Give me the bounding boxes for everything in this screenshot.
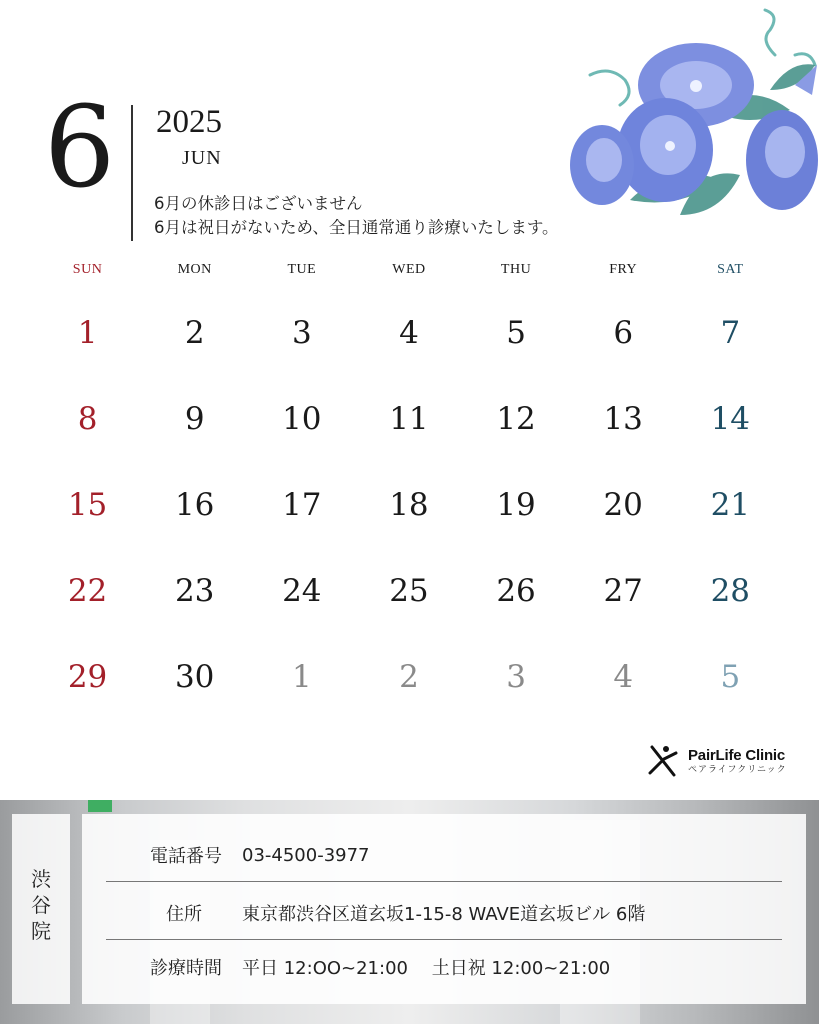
year: 2025 [156,104,222,140]
calendar-day: 27 [603,573,643,609]
calendar-grid [34,290,784,720]
hours-row [82,938,806,996]
calendar-day: 20 [603,487,643,523]
weekday-sun: SUN [72,262,103,277]
weekday-mon: MON [177,262,212,277]
calendar-day-next-month: 5 [720,659,741,695]
calendar-day-next-month: 1 [291,659,312,695]
header-divider [131,105,133,241]
hours-label: 診療時間 [150,958,222,979]
calendar-day: 23 [174,573,215,609]
branch-name: 渋谷院 [31,867,51,943]
calendar-day-next-month: 2 [399,659,419,695]
weekday-header [34,262,784,278]
phone-row [82,826,806,884]
morning-glory-illustration [560,0,819,260]
calendar-day: 24 [282,573,322,609]
logo-name: PairLife Clinic [688,746,786,764]
calendar-day: 9 [184,401,205,437]
phone-value[interactable]: 03-4500-3977 [242,844,370,866]
clinic-logo [646,743,787,779]
calendar-week [34,462,784,548]
weekday-tue: TUE [287,262,317,277]
calendar-day: 22 [67,573,108,609]
calendar-day: 2 [184,315,205,351]
address-label: 住所 [166,904,202,925]
calendar-week [34,376,784,462]
calendar-day: 28 [710,573,751,609]
calendar-day: 1 [77,315,98,351]
address-row [82,884,806,942]
calendar-day: 25 [389,573,429,609]
calendar-day: 12 [496,401,536,437]
weekday-wed: WED [392,262,426,277]
logo-kana: ペアライフクリニック [688,763,787,774]
calendar-day-next-month: 3 [506,659,526,695]
pairlife-logo-icon [646,743,682,779]
clinic-info-panel [82,814,806,1004]
calendar-day: 15 [67,487,108,523]
calendar-day: 5 [506,315,526,351]
calendar-day: 4 [399,315,419,351]
calendar-day: 7 [720,315,741,351]
calendar-day: 11 [389,401,429,437]
notice-line-1: 6月の休診日はございません [154,194,363,213]
phone-label: 電話番号 [150,846,222,867]
calendar-day: 16 [174,487,215,523]
month-name: JUN [182,147,222,169]
notice-line-2: 6月は祝日がないため、全日通常通り診療いたします。 [154,218,559,237]
calendar-day: 21 [710,487,751,523]
calendar-week [34,290,784,376]
weekday-fri: FRY [609,262,638,277]
weekday-sat: SAT [717,262,744,277]
calendar-day: 30 [174,659,215,695]
calendar-day: 17 [282,487,322,523]
calendar-week [34,634,784,720]
address-value: 東京都渋谷区道玄坂1-15-8 WAVE道玄坂ビル 6階 [242,904,646,925]
weekday-thu: THU [500,262,532,277]
calendar-day: 18 [389,487,429,523]
closure-notice [154,192,559,240]
exit-sign-icon [88,800,112,812]
calendar-day-next-month: 4 [613,659,634,695]
hours-value: 平日 12:OO~21:00 土日祝 12:00~21:00 [242,958,611,979]
calendar-day: 26 [496,573,536,609]
calendar-day: 13 [603,401,643,437]
month-number: 6 [44,83,114,213]
calendar-day: 8 [77,401,98,437]
calendar-day: 14 [710,401,751,437]
divider [106,881,782,882]
calendar-day: 3 [291,315,312,351]
calendar-day: 10 [282,401,322,437]
calendar-day: 19 [496,487,536,523]
calendar-day: 6 [613,315,634,351]
calendar-week [34,548,784,634]
calendar-day: 29 [67,659,108,695]
